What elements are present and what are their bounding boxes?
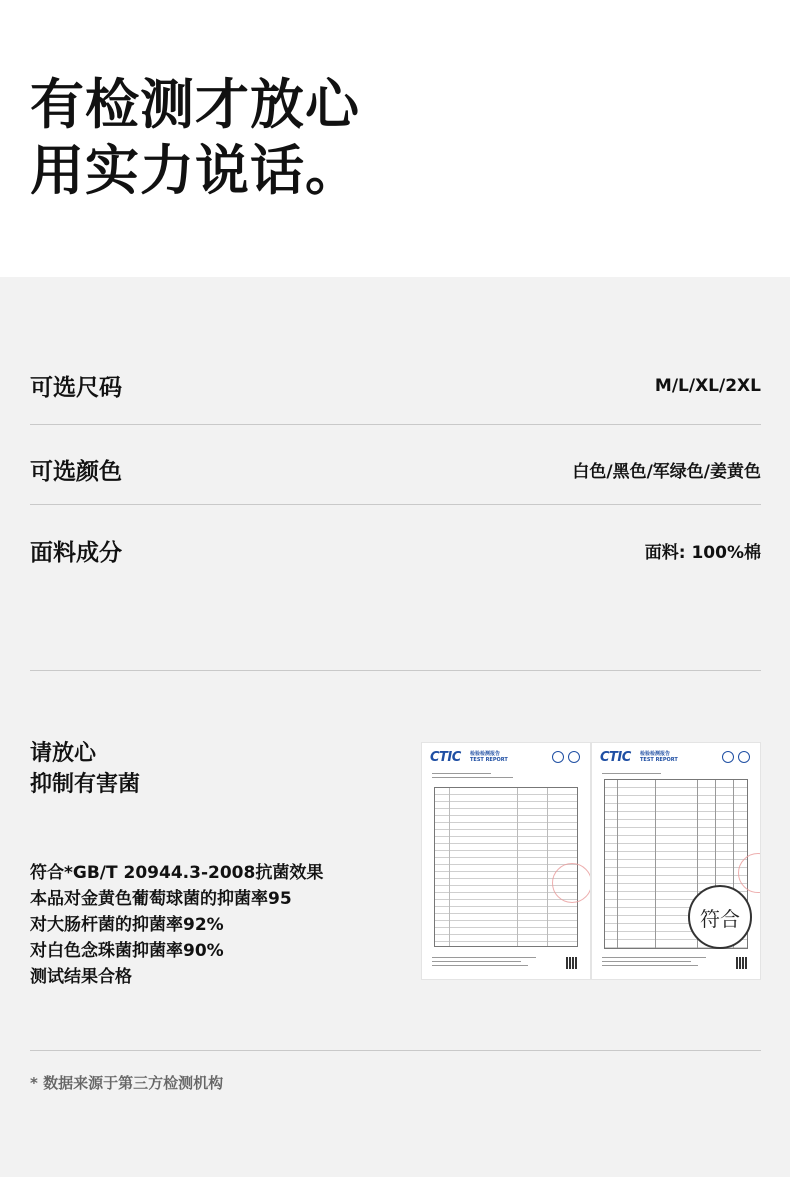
report-header xyxy=(600,749,752,767)
certification-badge-icon xyxy=(552,751,564,763)
report-header xyxy=(430,749,582,767)
divider xyxy=(30,1050,761,1051)
feature-line: 符合*GB/T 20944.3-2008抗菌效果 xyxy=(30,863,324,883)
red-seal-icon xyxy=(552,863,591,903)
hero-title-line-2: 用实力说话。 xyxy=(30,139,360,202)
hero-section xyxy=(0,0,790,277)
ctic-logo: CTIC xyxy=(430,750,461,765)
feature-heading-line-1: 请放心 xyxy=(30,741,97,766)
feature-heading-line-2: 抑制有害菌 xyxy=(30,772,141,797)
report-table xyxy=(434,787,578,947)
spec-value-color: 白色/黑色/军绿色/姜黄色 xyxy=(572,462,761,482)
report-footer-lines xyxy=(432,957,580,969)
hero-title xyxy=(30,72,360,204)
spec-label-size: 可选尺码 xyxy=(30,375,122,401)
feature-description xyxy=(30,860,323,990)
report-title xyxy=(470,751,508,763)
feature-line: 对大肠杆菌的抑菌率92% xyxy=(30,915,224,935)
divider xyxy=(30,670,761,671)
certification-badge-icon xyxy=(722,751,734,763)
spec-value-size: M/L/XL/2XL xyxy=(654,375,761,396)
spec-row-size xyxy=(30,369,761,402)
report-footer-lines xyxy=(602,957,750,969)
feature-line: 测试结果合格 xyxy=(30,967,132,987)
ctic-logo: CTIC xyxy=(600,750,631,765)
report-title-cn: 检验检测报告 xyxy=(640,751,671,757)
report-title-en: TEST REPORT xyxy=(640,757,678,763)
report-title-cn: 检验检测报告 xyxy=(470,751,501,757)
spec-label-fabric: 面料成分 xyxy=(30,540,122,566)
cnas-badge-icon xyxy=(568,751,580,763)
test-report-image-1 xyxy=(421,742,591,980)
spec-label-color: 可选颜色 xyxy=(30,459,122,485)
hero-title-line-1: 有检测才放心 xyxy=(30,73,360,136)
feature-heading xyxy=(30,738,140,800)
report-meta-lines xyxy=(432,773,580,781)
cnas-badge-icon xyxy=(738,751,750,763)
divider xyxy=(30,424,761,425)
divider xyxy=(30,504,761,505)
report-title xyxy=(640,751,678,763)
spec-row-color xyxy=(30,453,761,486)
feature-line: 本品对金黄色葡萄球菌的抑菌率95 xyxy=(30,889,292,909)
spec-row-fabric xyxy=(30,534,761,567)
qr-code-icon xyxy=(566,957,578,969)
feature-line: 对白色念珠菌抑菌率90% xyxy=(30,941,224,961)
report-title-en: TEST REPORT xyxy=(470,757,508,763)
pass-stamp-icon: 符合 xyxy=(688,885,752,949)
source-footnote: * 数据来源于第三方检测机构 xyxy=(30,1074,224,1092)
qr-code-icon xyxy=(736,957,748,969)
spec-value-fabric: 面料: 100%棉 xyxy=(644,543,761,563)
report-meta-lines xyxy=(602,773,750,777)
